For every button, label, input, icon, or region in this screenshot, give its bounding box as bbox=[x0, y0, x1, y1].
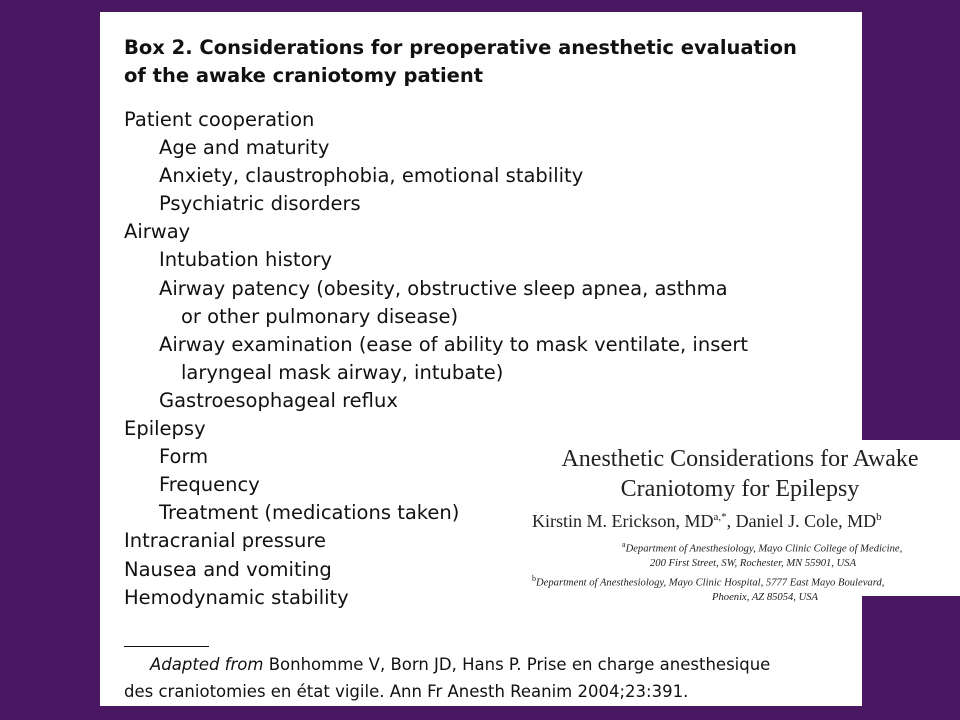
author-2-affiliation-mark: b bbox=[876, 511, 882, 523]
affiliation-b-mark: b bbox=[532, 573, 536, 583]
footnote-italic-prefix: Adapted from bbox=[150, 655, 264, 674]
footnote-line-1-text: Bonhomme V, Born JD, Hans P. Prise en charge anesthesique bbox=[263, 655, 771, 674]
list-item: Psychiatric disorders bbox=[159, 192, 361, 216]
list-item: Form bbox=[159, 445, 209, 469]
article-title-line-2: Craniotomy for Epilepsy bbox=[620, 476, 860, 502]
article-affiliations bbox=[532, 538, 960, 605]
footnote bbox=[124, 651, 844, 705]
list-item: Airway patency (obesity, obstructive sleep apnea, asthma bbox=[159, 276, 728, 300]
list-item-continuation: or other pulmonary disease) bbox=[181, 304, 459, 328]
footnote-divider bbox=[124, 646, 209, 647]
box-title bbox=[124, 34, 844, 90]
list-item: Airway examination (ease of ability to mask ventilate, insert bbox=[159, 332, 749, 356]
article-reference-clipping bbox=[520, 440, 960, 603]
author-1: Kirstin M. Erickson, MD bbox=[532, 511, 714, 531]
affiliation-b-line-1 bbox=[532, 572, 960, 591]
affiliation-a-line-2: 200 First Street, SW, Rochester, MN 55901, USA bbox=[650, 558, 857, 570]
list-item: Anxiety, claustrophobia, emotional stability bbox=[159, 164, 584, 188]
author-2: Daniel J. Cole, MD bbox=[735, 511, 877, 531]
list-item: Gastroesophageal reflux bbox=[159, 388, 398, 412]
list-item: Frequency bbox=[159, 473, 260, 497]
box-title-line-2: of the awake craniotomy patient bbox=[124, 64, 484, 87]
category-airway: Airway bbox=[124, 220, 191, 244]
article-title bbox=[520, 444, 960, 504]
footnote-line-2: des craniotomies en état vigile. Ann Fr Anesth Reanim 2004;23:391. bbox=[124, 682, 689, 701]
list-item: Treatment (medications taken) bbox=[159, 501, 460, 525]
article-authors bbox=[532, 506, 960, 532]
category-nausea-vomiting: Nausea and vomiting bbox=[124, 557, 332, 581]
category-hemodynamic-stability: Hemodynamic stability bbox=[124, 585, 349, 609]
article-title-line-1: Anesthetic Considerations for Awake bbox=[561, 446, 919, 472]
category-patient-cooperation: Patient cooperation bbox=[124, 108, 315, 131]
list-item: Age and maturity bbox=[159, 136, 330, 160]
category-epilepsy: Epilepsy bbox=[124, 417, 206, 441]
affiliation-a-line-1 bbox=[532, 538, 960, 557]
category-intracranial-pressure: Intracranial pressure bbox=[124, 529, 326, 553]
list-item: Intubation history bbox=[159, 248, 333, 272]
author-separator: , bbox=[726, 511, 736, 531]
box-title-line-1: Box 2. Considerations for preoperative anesthetic evaluation bbox=[124, 36, 797, 59]
footnote-line-1 bbox=[124, 651, 844, 678]
affiliation-b-line-2: Phoenix, AZ 85054, USA bbox=[712, 591, 819, 603]
list-item-continuation: laryngeal mask airway, intubate) bbox=[181, 360, 504, 384]
author-1-affiliation-mark: a,* bbox=[713, 511, 727, 523]
affiliation-b-text-1: Department of Anesthesiology, Mayo Clinic Hospital, 5777 East Mayo Boulevard, bbox=[536, 577, 885, 589]
affiliation-a-mark: a bbox=[622, 540, 626, 549]
affiliation-a-text-1: Department of Anesthesiology, Mayo Clinic College of Medicine, bbox=[625, 543, 903, 555]
